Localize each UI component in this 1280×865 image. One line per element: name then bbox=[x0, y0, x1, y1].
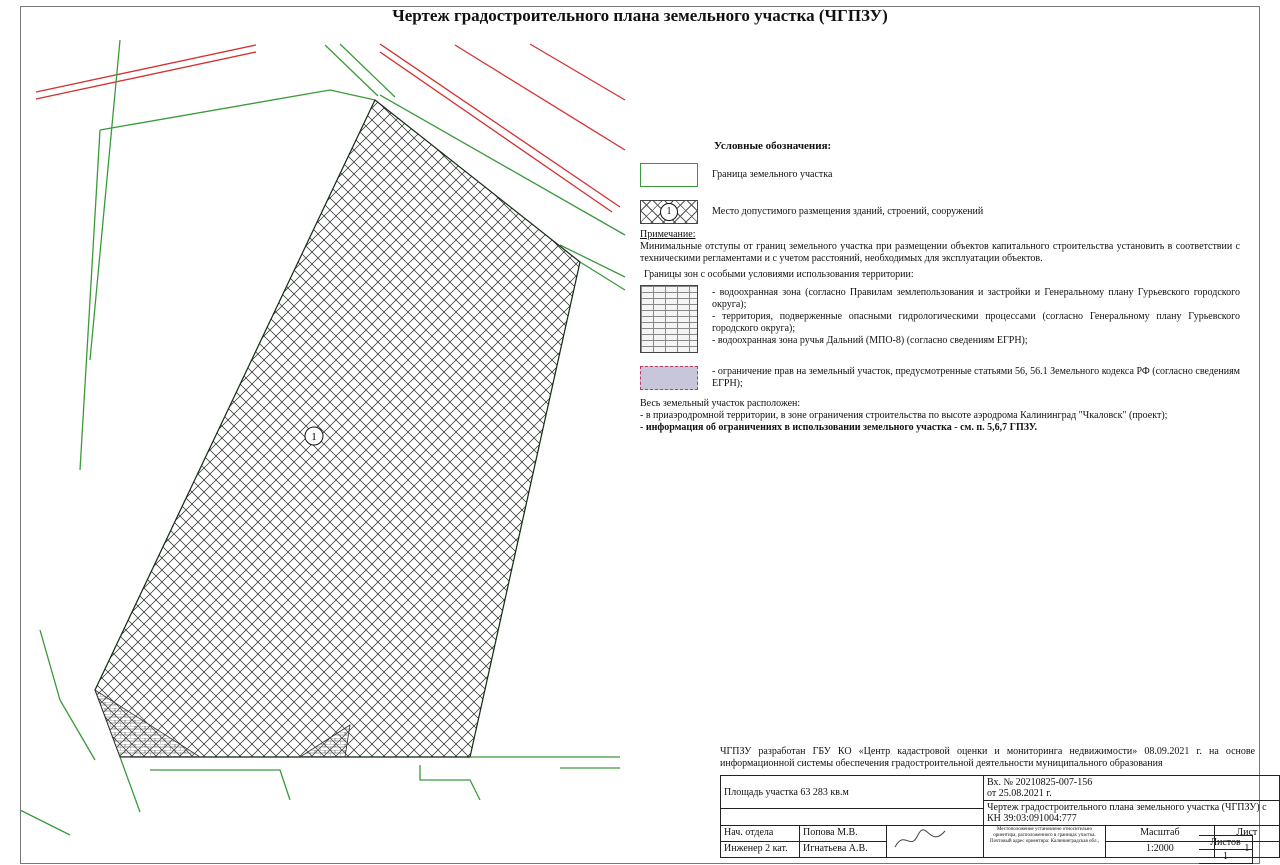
boundary-label: Граница земельного участка bbox=[712, 169, 833, 180]
sheets-value: 1 bbox=[1199, 850, 1253, 864]
note-block bbox=[640, 229, 1240, 265]
scale-value: 1:2000 bbox=[1106, 842, 1215, 858]
restriction-text: - ограничение прав на земельный участок, предусмотренные статьями 56, 56.1 Земельного кодекса РФ (согласно сведениям ЕГРН); bbox=[712, 366, 1240, 389]
located-block bbox=[640, 398, 1240, 434]
scale-header: Масштаб bbox=[1106, 826, 1215, 842]
allowed-symbol-number: 1 bbox=[660, 203, 678, 221]
zone-item1: - водоохранная зона (согласно Правилам землепользования и застройки и Генеральному плану Гурьевского городского округа); bbox=[712, 287, 1240, 310]
legend-heading: Условные обозначения: bbox=[714, 140, 832, 152]
restriction-symbol bbox=[640, 366, 698, 390]
drawing-title-cell: Чертеж градостроительного плана земельного участка (ЧГПЗУ) с КН 39:03:091004:777 bbox=[984, 801, 1280, 826]
blank-cell bbox=[721, 809, 984, 826]
area-cell bbox=[721, 776, 984, 809]
area-value: Площадь участка 63 283 кв.м bbox=[724, 786, 849, 798]
sheets-column bbox=[1199, 835, 1253, 864]
name2: Игнатьева А.В. bbox=[800, 842, 887, 858]
located-item2: - информация об ограничениях в использовании земельного участка - см. п. 5,6,7 ГПЗУ. bbox=[640, 422, 1038, 433]
plot-number-label: 1 bbox=[311, 431, 317, 443]
role1: Нач. отдела bbox=[721, 826, 800, 842]
red-lines bbox=[36, 44, 625, 212]
zone-item2: - территория, подверженные опасными гидрологическими процессами (согласно Генеральному плану Гурьевского городского округа); bbox=[712, 311, 1240, 334]
located-item1: - в приаэродромной территории, в зоне ограничения строительства по высоте аэродрома Калининград "Чкаловск" (проект); bbox=[640, 410, 1168, 421]
role2: Инженер 2 кат. bbox=[721, 842, 800, 858]
note-heading: Примечание: bbox=[640, 229, 696, 240]
allowed-placement-area bbox=[95, 100, 580, 757]
signature-cell bbox=[887, 826, 984, 858]
name1: Попова М.В. bbox=[800, 826, 887, 842]
signature-icon bbox=[890, 827, 950, 853]
allowed-area-symbol bbox=[640, 200, 698, 224]
page-title: Чертеж градостроительного плана земельного участка (ЧГПЗУ) bbox=[392, 6, 888, 25]
located-heading: Весь земельный участок расположен: bbox=[640, 398, 801, 409]
note-text: Минимальные отступы от границ земельного участка при размещении объектов капитального строительства установить в соответствии с техническими регламентами и с учетом расстояний, необходимых для эксплуатации объектов. bbox=[640, 241, 1240, 264]
incoming-date: от 25.08.2021 г. bbox=[987, 788, 1052, 799]
sheet-value: 1 bbox=[1214, 842, 1279, 858]
incoming-cell bbox=[984, 776, 1280, 801]
sheets-header: Листов bbox=[1199, 835, 1253, 850]
boundary-symbol bbox=[640, 163, 698, 187]
allowed-label: Место допустимого размещения зданий, строений, сооружений bbox=[712, 206, 984, 217]
location-small-text: Местоположение установлено относительно ориентира, расположенного в границах участка. Почтовый адрес ориентира: Калининградская обл., bbox=[984, 826, 1106, 858]
zone-item3: - водоохранная зона ручья Дальний (МПО-8) (согласно сведениям ЕГРН); bbox=[712, 335, 1028, 346]
incoming-number: Вх. № 20210825-007-156 bbox=[987, 777, 1093, 788]
sheet-header: Лист bbox=[1214, 826, 1279, 842]
title-block bbox=[720, 775, 1280, 858]
water-zone-symbol bbox=[640, 285, 698, 353]
footer-text: ЧГПЗУ разработан ГБУ КО «Центр кадастровой оценки и мониторинга недвижимости» 08.09.2021 г. на основе информационной системы обеспечения градостроительной деятельности муниципального образования bbox=[720, 746, 1255, 769]
zones-heading: Границы зон с особыми условиями использования территории: bbox=[644, 269, 914, 280]
